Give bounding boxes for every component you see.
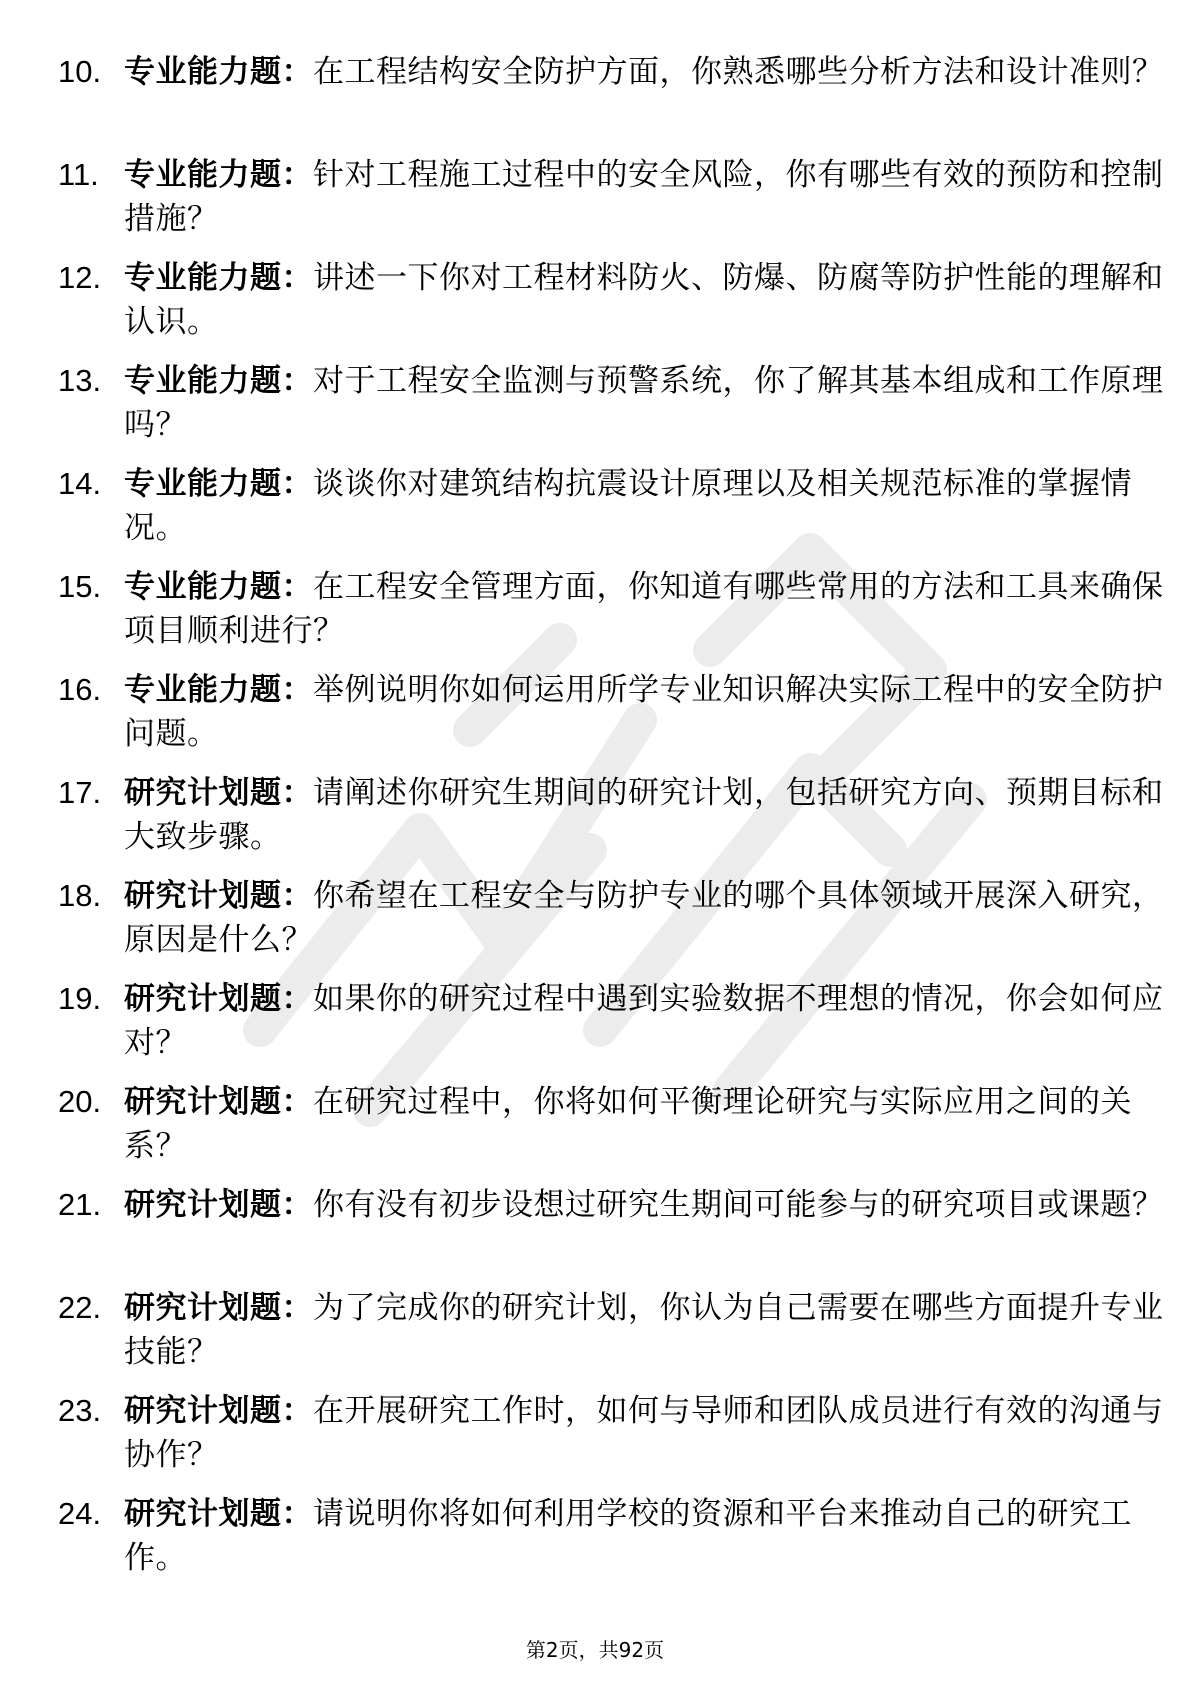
question-text: 举例说明你如何运用所学专业知识解决实际工程中的安全防护问题。: [124, 672, 1164, 752]
question-number: 13.: [58, 363, 102, 398]
question-item-14: [58, 462, 1132, 565]
question-category: 研究计划题：: [124, 1187, 313, 1223]
question-text: 你有没有初步设想过研究生期间可能参与的研究项目或课题？: [313, 1187, 1164, 1223]
question-category: 研究计划题：: [124, 878, 313, 914]
question-body: [124, 359, 1164, 447]
question-category: 研究计划题：: [124, 1084, 313, 1120]
question-body: [124, 50, 1164, 94]
question-item-13: [58, 359, 1164, 462]
page-number-label: 第2页，共92页: [525, 1638, 665, 1662]
question-body: [124, 668, 1164, 756]
question-item-17: [58, 771, 1164, 874]
question-item-19: [58, 977, 1164, 1080]
question-number: 14.: [58, 466, 102, 501]
question-category: 研究计划题：: [124, 775, 313, 811]
question-text: 谈谈你对建筑结构抗震设计原理以及相关规范标准的掌握情况。: [124, 466, 1132, 546]
question-body: [124, 1286, 1164, 1374]
question-item-16: [58, 668, 1164, 771]
question-text: 针对工程施工过程中的安全风险，你有哪些有效的预防和控制措施？: [124, 157, 1164, 237]
question-text: 在工程安全管理方面，你知道有哪些常用的方法和工具来确保项目顺利进行？: [124, 569, 1164, 649]
question-item-23: [58, 1389, 1164, 1492]
question-category: 研究计划题：: [124, 1290, 313, 1326]
question-number: 10.: [58, 54, 102, 89]
question-item-18: [58, 874, 1164, 977]
page-footer: [0, 1636, 1190, 1664]
question-item-22: [58, 1286, 1164, 1389]
question-text: 为了完成你的研究计划，你认为自己需要在哪些方面提升专业技能？: [124, 1290, 1164, 1370]
question-text: 如果你的研究过程中遇到实验数据不理想的情况，你会如何应对？: [124, 981, 1164, 1061]
question-number: 18.: [58, 878, 102, 913]
question-text: 请说明你将如何利用学校的资源和平台来推动自己的研究工作。: [124, 1496, 1132, 1576]
question-body: [124, 977, 1164, 1065]
question-category: 研究计划题：: [124, 1496, 313, 1532]
question-text: 讲述一下你对工程材料防火、防爆、防腐等防护性能的理解和认识。: [124, 260, 1164, 340]
question-body: [124, 462, 1164, 550]
question-number: 24.: [58, 1496, 102, 1531]
question-text: 请阐述你研究生期间的研究计划，包括研究方向、预期目标和大致步骤。: [124, 775, 1164, 855]
question-text: 对于工程安全监测与预警系统，你了解其基本组成和工作原理吗？: [124, 363, 1164, 443]
question-item-21: [58, 1183, 1164, 1286]
question-category: 专业能力题：: [124, 54, 313, 90]
question-number: 21.: [58, 1187, 102, 1222]
question-category: 专业能力题：: [124, 569, 313, 605]
question-body: [124, 153, 1164, 241]
question-text: 在开展研究工作时，如何与导师和团队成员进行有效的沟通与协作？: [124, 1393, 1164, 1473]
question-category: 研究计划题：: [124, 981, 313, 1017]
question-number: 23.: [58, 1393, 102, 1428]
question-body: [124, 1389, 1164, 1477]
question-number: 17.: [58, 775, 102, 810]
question-number: 20.: [58, 1084, 102, 1119]
question-text: 在工程结构安全防护方面，你熟悉哪些分析方法和设计准则？: [313, 54, 1164, 90]
question-body: [124, 1492, 1164, 1580]
question-text: 你希望在工程安全与防护专业的哪个具体领域开展深入研究，原因是什么？: [124, 878, 1164, 958]
question-number: 11.: [58, 157, 99, 192]
question-number: 22.: [58, 1290, 102, 1325]
question-body: [124, 771, 1164, 859]
question-category: 专业能力题：: [124, 157, 313, 193]
question-category: 专业能力题：: [124, 466, 313, 502]
question-body: [124, 565, 1164, 653]
question-category: 专业能力题：: [124, 260, 313, 296]
question-body: [124, 1183, 1164, 1227]
question-number: 19.: [58, 981, 102, 1016]
question-category: 研究计划题：: [124, 1393, 313, 1429]
question-body: [124, 256, 1164, 344]
question-item-24: [58, 1492, 1132, 1595]
question-item-12: [58, 256, 1164, 359]
question-body: [124, 874, 1164, 962]
question-body: [124, 1080, 1164, 1168]
question-number: 16.: [58, 672, 102, 707]
question-text: 在研究过程中，你将如何平衡理论研究与实际应用之间的关系？: [124, 1084, 1132, 1164]
question-item-15: [58, 565, 1164, 668]
question-item-20: [58, 1080, 1132, 1183]
question-list: [58, 50, 1164, 1595]
question-item-10: [58, 50, 1164, 153]
question-number: 15.: [58, 569, 102, 604]
question-item-11: [58, 153, 1164, 256]
question-category: 专业能力题：: [124, 672, 313, 708]
question-number: 12.: [58, 260, 102, 295]
question-category: 专业能力题：: [124, 363, 313, 399]
